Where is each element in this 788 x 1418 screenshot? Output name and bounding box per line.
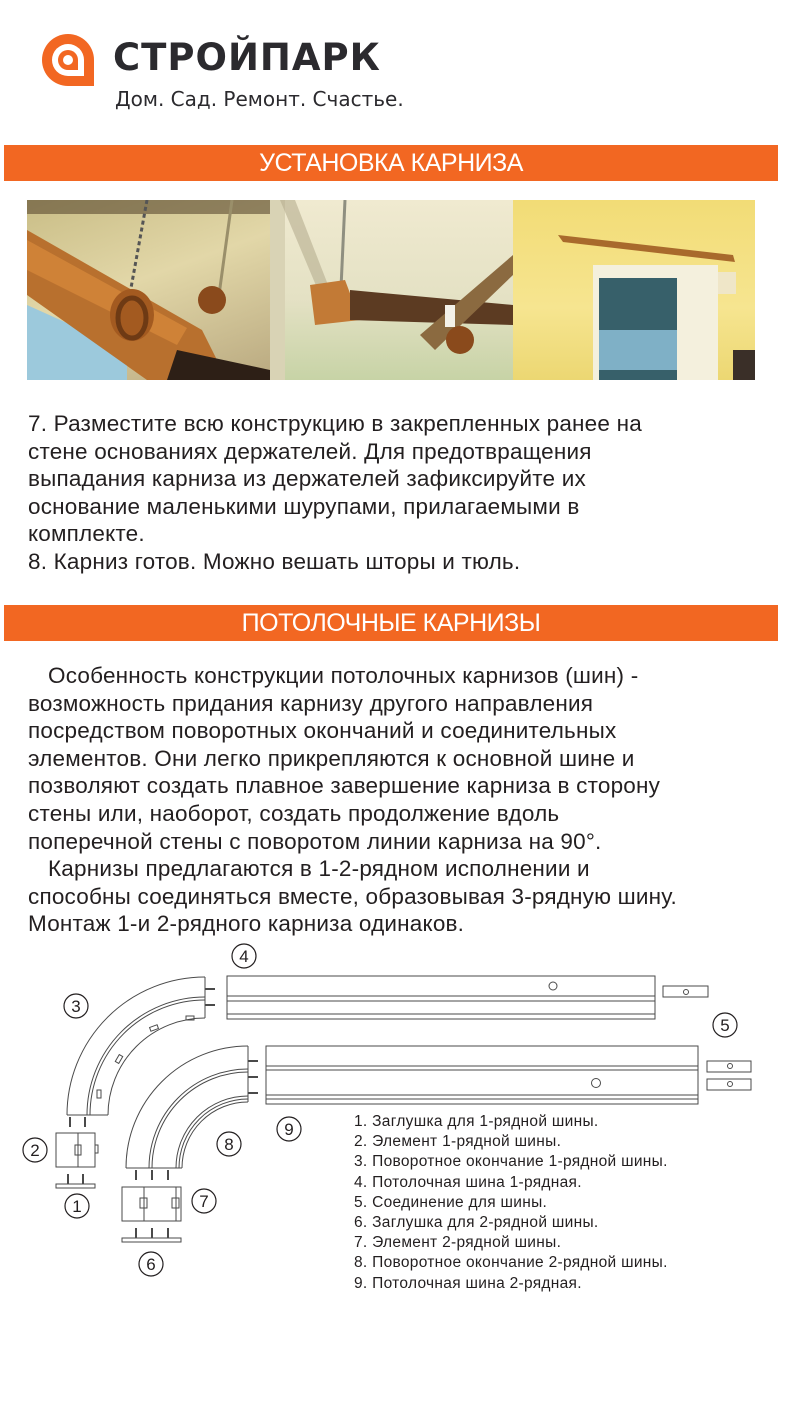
legend-item: 6. Заглушка для 2-рядной шины. xyxy=(354,1214,599,1232)
diagram-legend xyxy=(354,1112,668,1294)
section-banner-ceiling-rails: ПОТОЛОЧНЫЕ КАРНИЗЫ xyxy=(4,605,778,641)
paragraph-line: элементов. Они легко прикрепляются к основной шине и xyxy=(28,745,635,771)
section-banner-installation: УСТАНОВКА КАРНИЗА xyxy=(4,145,778,181)
rail-1-row xyxy=(227,976,655,1019)
tagline: Дом. Сад. Ремонт. Счастье. xyxy=(115,87,404,111)
cap-2-row xyxy=(122,1228,181,1242)
callout-label: 4 xyxy=(239,947,249,966)
step-line: 7. Разместите всю конструкцию в закрепленных ранее на xyxy=(28,411,642,436)
photo-rod-ring xyxy=(27,200,270,380)
brand-name: СТРОЙПАРК xyxy=(113,36,381,79)
legend-item: 8. Поворотное окончание 2-рядной шины. xyxy=(354,1254,668,1272)
paragraph-line: возможность придания карнизу другого направления xyxy=(28,690,594,716)
element-1-row xyxy=(56,1133,98,1167)
paragraph-line: стены или, наоборот, создать продолжение вдоль xyxy=(28,800,560,826)
callout-label: 7 xyxy=(199,1192,209,1211)
callout-label: 1 xyxy=(72,1197,82,1216)
step-line: 8. Карниз готов. Можно вешать шторы и тюль. xyxy=(28,548,521,574)
legend-item: 1. Заглушка для 1-рядной шины. xyxy=(354,1113,599,1130)
legend-item: 5. Соединение для шины. xyxy=(354,1193,548,1211)
installation-steps xyxy=(28,410,768,576)
paragraph-line: Монтаж 1-и 2-рядного карниза одинаков. xyxy=(28,911,465,937)
paragraph-line: Карнизы предлагаются в 1-2-рядном исполнении и xyxy=(48,856,590,882)
step-line: основание маленькими шурупами, прилагаемыми в xyxy=(28,493,580,519)
paragraph-line: посредством поворотных окончаний и соединительных xyxy=(28,718,617,744)
callout-label: 2 xyxy=(30,1141,40,1160)
legend-item: 9. Потолочная шина 2-рядная. xyxy=(354,1274,582,1292)
legend-item: 3. Поворотное окончание 1-рядной шины. xyxy=(354,1153,668,1171)
photo-strip xyxy=(27,200,755,380)
photo-installed-rod xyxy=(513,200,755,380)
photo-holder xyxy=(270,200,513,380)
corner-1-row xyxy=(67,977,215,1127)
element-2-row xyxy=(122,1187,181,1221)
callout-label: 5 xyxy=(720,1016,730,1035)
step-line: выпадания карниза из держателей зафиксируйте их xyxy=(28,466,586,492)
cap-1-row xyxy=(56,1174,95,1188)
logo-icon xyxy=(38,30,98,90)
callout-label: 8 xyxy=(224,1135,234,1154)
step-line: стене основаниях держателей. Для предотвращения xyxy=(28,438,592,464)
callout-label: 9 xyxy=(284,1120,294,1139)
legend-item: 4. Потолочная шина 1-рядная. xyxy=(354,1173,582,1191)
paragraph-line: поперечной стены с поворотом линии карниза на 90°. xyxy=(28,828,602,854)
corner-2-row xyxy=(126,1046,258,1180)
paragraph-line: способны соединяться вместе, образовывая 3-рядную шину. xyxy=(28,883,677,909)
paragraph-line: Особенность конструкции потолочных карнизов (шин) - xyxy=(48,663,639,688)
callout-label: 3 xyxy=(71,997,81,1016)
callout-label: 6 xyxy=(146,1255,156,1274)
step-line: комплекте. xyxy=(28,521,145,547)
legend-item: 2. Элемент 1-рядной шины. xyxy=(354,1133,562,1151)
paragraph-line: позволяют создать плавное завершение карниза в сторону xyxy=(28,773,661,799)
ceiling-rails-description xyxy=(28,662,768,938)
legend-item: 7. Элемент 2-рядной шины. xyxy=(354,1234,562,1252)
rail-2-row xyxy=(266,1046,698,1104)
connector xyxy=(663,986,751,1090)
